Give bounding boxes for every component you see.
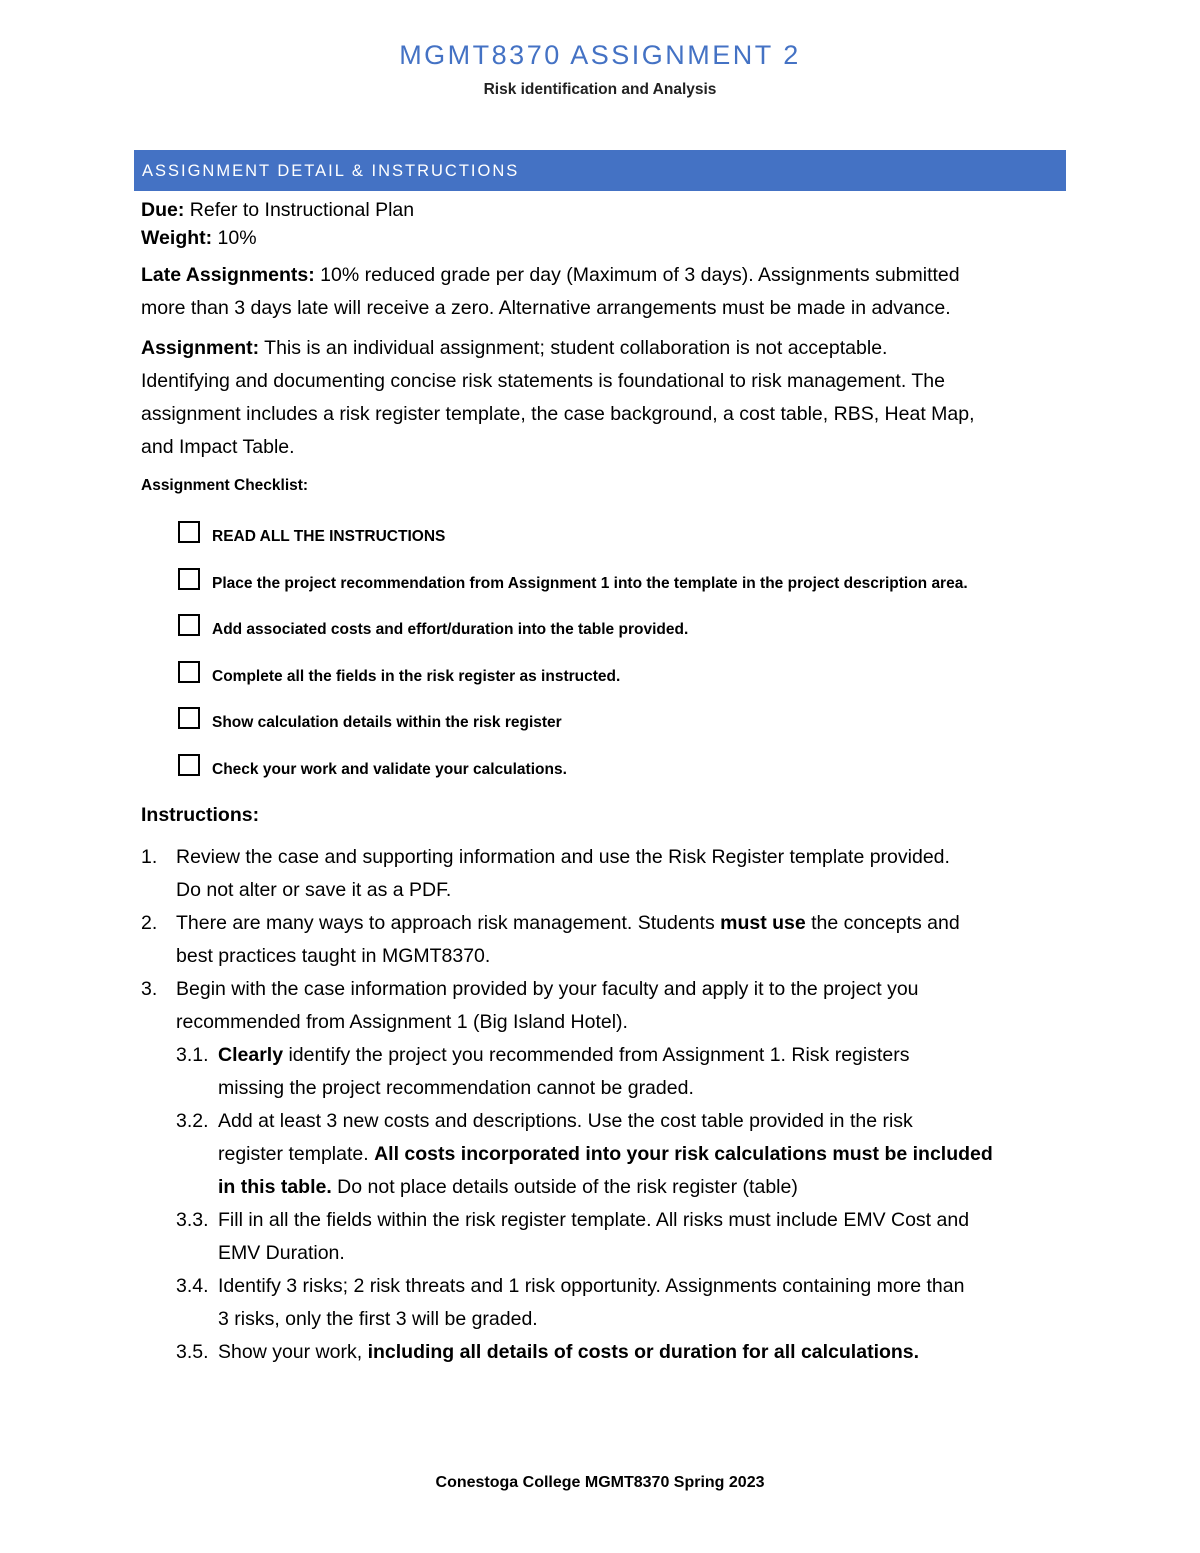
item-text: Do not place details outside of the risk register (table) bbox=[331, 1176, 798, 1198]
assignment-text-3: assignment includes a risk register template, the case background, a cost table, RBS, Heat Map, bbox=[141, 403, 975, 425]
checklist-item[interactable] bbox=[178, 607, 1061, 654]
checklist-item-label: Add associated costs and effort/duration into the table provided. bbox=[212, 621, 689, 639]
instructions-list bbox=[141, 841, 1061, 1369]
assignment-paragraph bbox=[141, 332, 1061, 464]
page-footer: Conestoga College MGMT8370 Spring 2023 bbox=[435, 1474, 765, 1491]
item-emphasis: must use bbox=[720, 912, 806, 934]
item-text: Add at least 3 new costs and descriptions. Use the cost table provided in the risk bbox=[218, 1110, 913, 1132]
due-value: Refer to Instructional Plan bbox=[184, 199, 415, 221]
instruction-item bbox=[141, 973, 1061, 1039]
checklist-item-label: Show calculation details within the risk register bbox=[212, 714, 562, 732]
instruction-subitem bbox=[176, 1039, 1061, 1105]
checkbox-icon[interactable] bbox=[178, 568, 200, 590]
item-text: the concepts and bbox=[805, 912, 960, 934]
item-number: 2. bbox=[141, 912, 158, 934]
item-emphasis: Clearly bbox=[218, 1044, 284, 1066]
item-emphasis: including all details of costs or duration for all calculations. bbox=[367, 1341, 920, 1363]
checkbox-icon[interactable] bbox=[178, 707, 200, 729]
late-text-2: more than 3 days late will receive a zero. Alternative arrangements must be made in advance. bbox=[141, 297, 951, 319]
item-number: 3. bbox=[141, 978, 158, 1000]
instructions-title: Instructions: bbox=[141, 804, 260, 826]
assignment-checklist bbox=[178, 514, 1061, 793]
weight-line bbox=[141, 224, 1061, 252]
item-number: 1. bbox=[141, 846, 158, 868]
instruction-subitem bbox=[176, 1270, 1061, 1336]
item-text: Show your work, bbox=[218, 1341, 368, 1363]
instruction-subitem bbox=[176, 1204, 1061, 1270]
checklist-item[interactable] bbox=[178, 514, 1061, 561]
item-text: missing the project recommendation cannot be graded. bbox=[218, 1077, 694, 1099]
instruction-item bbox=[141, 841, 1061, 907]
item-text: EMV Duration. bbox=[218, 1242, 345, 1264]
item-number: 3.1. bbox=[176, 1044, 209, 1066]
item-number: 3.4. bbox=[176, 1275, 209, 1297]
item-number: 3.2. bbox=[176, 1110, 209, 1132]
document-body bbox=[141, 196, 1061, 1369]
weight-label: Weight: bbox=[141, 227, 213, 249]
checklist-item-label: Complete all the fields in the risk register as instructed. bbox=[212, 667, 621, 685]
instruction-subitem bbox=[176, 1336, 1061, 1369]
checklist-item-label: Check your work and validate your calculations. bbox=[212, 760, 567, 778]
late-paragraph bbox=[141, 259, 1061, 325]
document-title: MGMT8370 ASSIGNMENT 2 bbox=[399, 40, 801, 70]
checklist-item[interactable] bbox=[178, 561, 1061, 608]
item-text: Do not alter or save it as a PDF. bbox=[176, 879, 452, 901]
item-text: Fill in all the fields within the risk register template. All risks must include EMV Cost and bbox=[218, 1209, 970, 1231]
item-text: Review the case and supporting information and use the Risk Register template provided. bbox=[176, 846, 950, 868]
checkbox-icon[interactable] bbox=[178, 521, 200, 543]
weight-value: 10% bbox=[212, 227, 257, 249]
checklist-title: Assignment Checklist: bbox=[141, 477, 309, 494]
checkbox-icon[interactable] bbox=[178, 754, 200, 776]
checkbox-icon[interactable] bbox=[178, 661, 200, 683]
item-emphasis: All costs incorporated into your risk calculations must be included bbox=[374, 1143, 993, 1165]
checklist-item-label: READ ALL THE INSTRUCTIONS bbox=[212, 528, 446, 546]
item-number: 3.5. bbox=[176, 1341, 209, 1363]
assignment-label: Assignment: bbox=[141, 337, 260, 359]
late-text-1: 10% reduced grade per day (Maximum of 3 days). Assignments submitted bbox=[314, 264, 960, 286]
item-text: best practices taught in MGMT8370. bbox=[176, 945, 491, 967]
document-subtitle: Risk identification and Analysis bbox=[483, 81, 717, 98]
due-label: Due: bbox=[141, 199, 185, 221]
section-header: ASSIGNMENT DETAIL & INSTRUCTIONS bbox=[134, 150, 1066, 191]
item-text: Begin with the case information provided by your faculty and apply it to the project you bbox=[176, 978, 919, 1000]
item-emphasis: in this table. bbox=[218, 1176, 332, 1198]
item-text: There are many ways to approach risk management. Students bbox=[176, 912, 721, 934]
item-text: 3 risks, only the first 3 will be graded. bbox=[218, 1308, 538, 1330]
instruction-subitem bbox=[176, 1105, 1061, 1204]
checklist-item[interactable] bbox=[178, 654, 1061, 701]
item-text: Identify 3 risks; 2 risk threats and 1 risk opportunity. Assignments containing more than bbox=[218, 1275, 965, 1297]
checkbox-icon[interactable] bbox=[178, 614, 200, 636]
assignment-text-1: This is an individual assignment; student collaboration is not acceptable. bbox=[259, 337, 888, 359]
instruction-item bbox=[141, 907, 1061, 973]
checklist-item-label: Place the project recommendation from Assignment 1 into the template in the project description area. bbox=[212, 574, 968, 592]
item-number: 3.3. bbox=[176, 1209, 209, 1231]
item-text: register template. bbox=[218, 1143, 375, 1165]
checklist-item[interactable] bbox=[178, 700, 1061, 747]
assignment-text-2: Identifying and documenting concise risk statements is foundational to risk management. The bbox=[141, 370, 945, 392]
checklist-item[interactable] bbox=[178, 747, 1061, 794]
late-label: Late Assignments: bbox=[141, 264, 315, 286]
due-line bbox=[141, 196, 1061, 224]
assignment-text-4: and Impact Table. bbox=[141, 436, 295, 458]
item-text: identify the project you recommended from Assignment 1. Risk registers bbox=[283, 1044, 910, 1066]
item-text: recommended from Assignment 1 (Big Island Hotel). bbox=[176, 1011, 628, 1033]
